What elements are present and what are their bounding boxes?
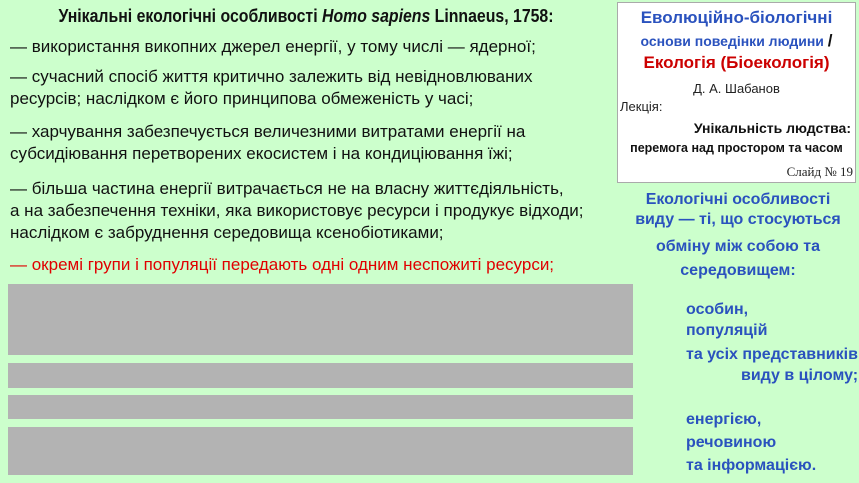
lecture-title-line1: Унікальність людства: xyxy=(693,120,851,136)
lecture-label: Лекція: xyxy=(620,99,663,114)
list-item-text: — більша частина енергії витрачається не на власну життєдіяльність, xyxy=(10,179,564,198)
list-item xyxy=(10,121,610,165)
list-item-highlighted xyxy=(10,254,610,276)
title-text: Унікальні екологічні особливості xyxy=(58,6,323,26)
list-item-text: субсидіювання перетворених екосистем і на кондиціювання їжі; xyxy=(10,144,513,163)
exchange-line: речовиною xyxy=(686,434,777,451)
list-item xyxy=(10,66,610,110)
list-item-text: а на забезпечення техніки, яка використовує ресурси і продукує відходи; xyxy=(10,201,584,220)
list-item-text: — сучасний спосіб життя критично залежить від невідновлюваних xyxy=(10,67,533,86)
title-authority: Linnaeus, 1758: xyxy=(430,6,554,26)
course-title-text: основи поведінки людини xyxy=(640,33,824,49)
list-item-text: ресурсів; наслідком є його принципова обмеженість у часі; xyxy=(10,89,474,108)
hidden-item-placeholder xyxy=(8,395,633,419)
list-item-text: — окремі групи і популяції передають одні одним неспожиті ресурси; xyxy=(10,255,555,274)
lecture-title-line2: перемога над простором та часом xyxy=(630,141,843,155)
hidden-item-placeholder xyxy=(8,284,633,355)
entity-line: популяцій xyxy=(686,322,768,339)
ecology-title: Екологія (Біоекологія) xyxy=(643,53,830,72)
course-title-line1: Еволюційно-біологічні xyxy=(640,8,833,27)
definition-line: середовищем: xyxy=(680,262,796,279)
slide-number: Слайд № 19 xyxy=(786,164,853,179)
list-item-text: наслідком є забруднення середовища ксенобіотиками; xyxy=(10,223,444,242)
list-item-text: — використання викопних джерел енергії, у тому числі — ядерної; xyxy=(10,37,536,56)
definition-line: обміну між собою та xyxy=(656,238,820,255)
exchange-line: та інформацією. xyxy=(686,457,817,474)
definition-line: виду — ті, що стосуються xyxy=(635,211,841,228)
list-item xyxy=(10,36,610,58)
list-item xyxy=(10,178,610,244)
exchange-line: енергією, xyxy=(686,411,762,428)
title-separator: / xyxy=(827,31,833,50)
hidden-item-placeholder xyxy=(8,427,633,475)
definition-line: Екологічні особливості xyxy=(645,191,831,208)
lecture-info-box xyxy=(617,2,856,183)
entity-line: особин, xyxy=(686,301,749,318)
species-name: Homo sapiens xyxy=(322,6,431,26)
list-item-text: — харчування забезпечується величезними витратами енергії на xyxy=(10,122,526,141)
entity-line: виду в цілому; xyxy=(741,367,859,384)
hidden-item-placeholder xyxy=(8,363,633,388)
course-title-line2 xyxy=(618,31,855,51)
slide-title xyxy=(37,6,576,27)
entity-line: та усіх представників xyxy=(686,346,858,363)
author-name: Д. А. Шабанов xyxy=(693,81,780,96)
